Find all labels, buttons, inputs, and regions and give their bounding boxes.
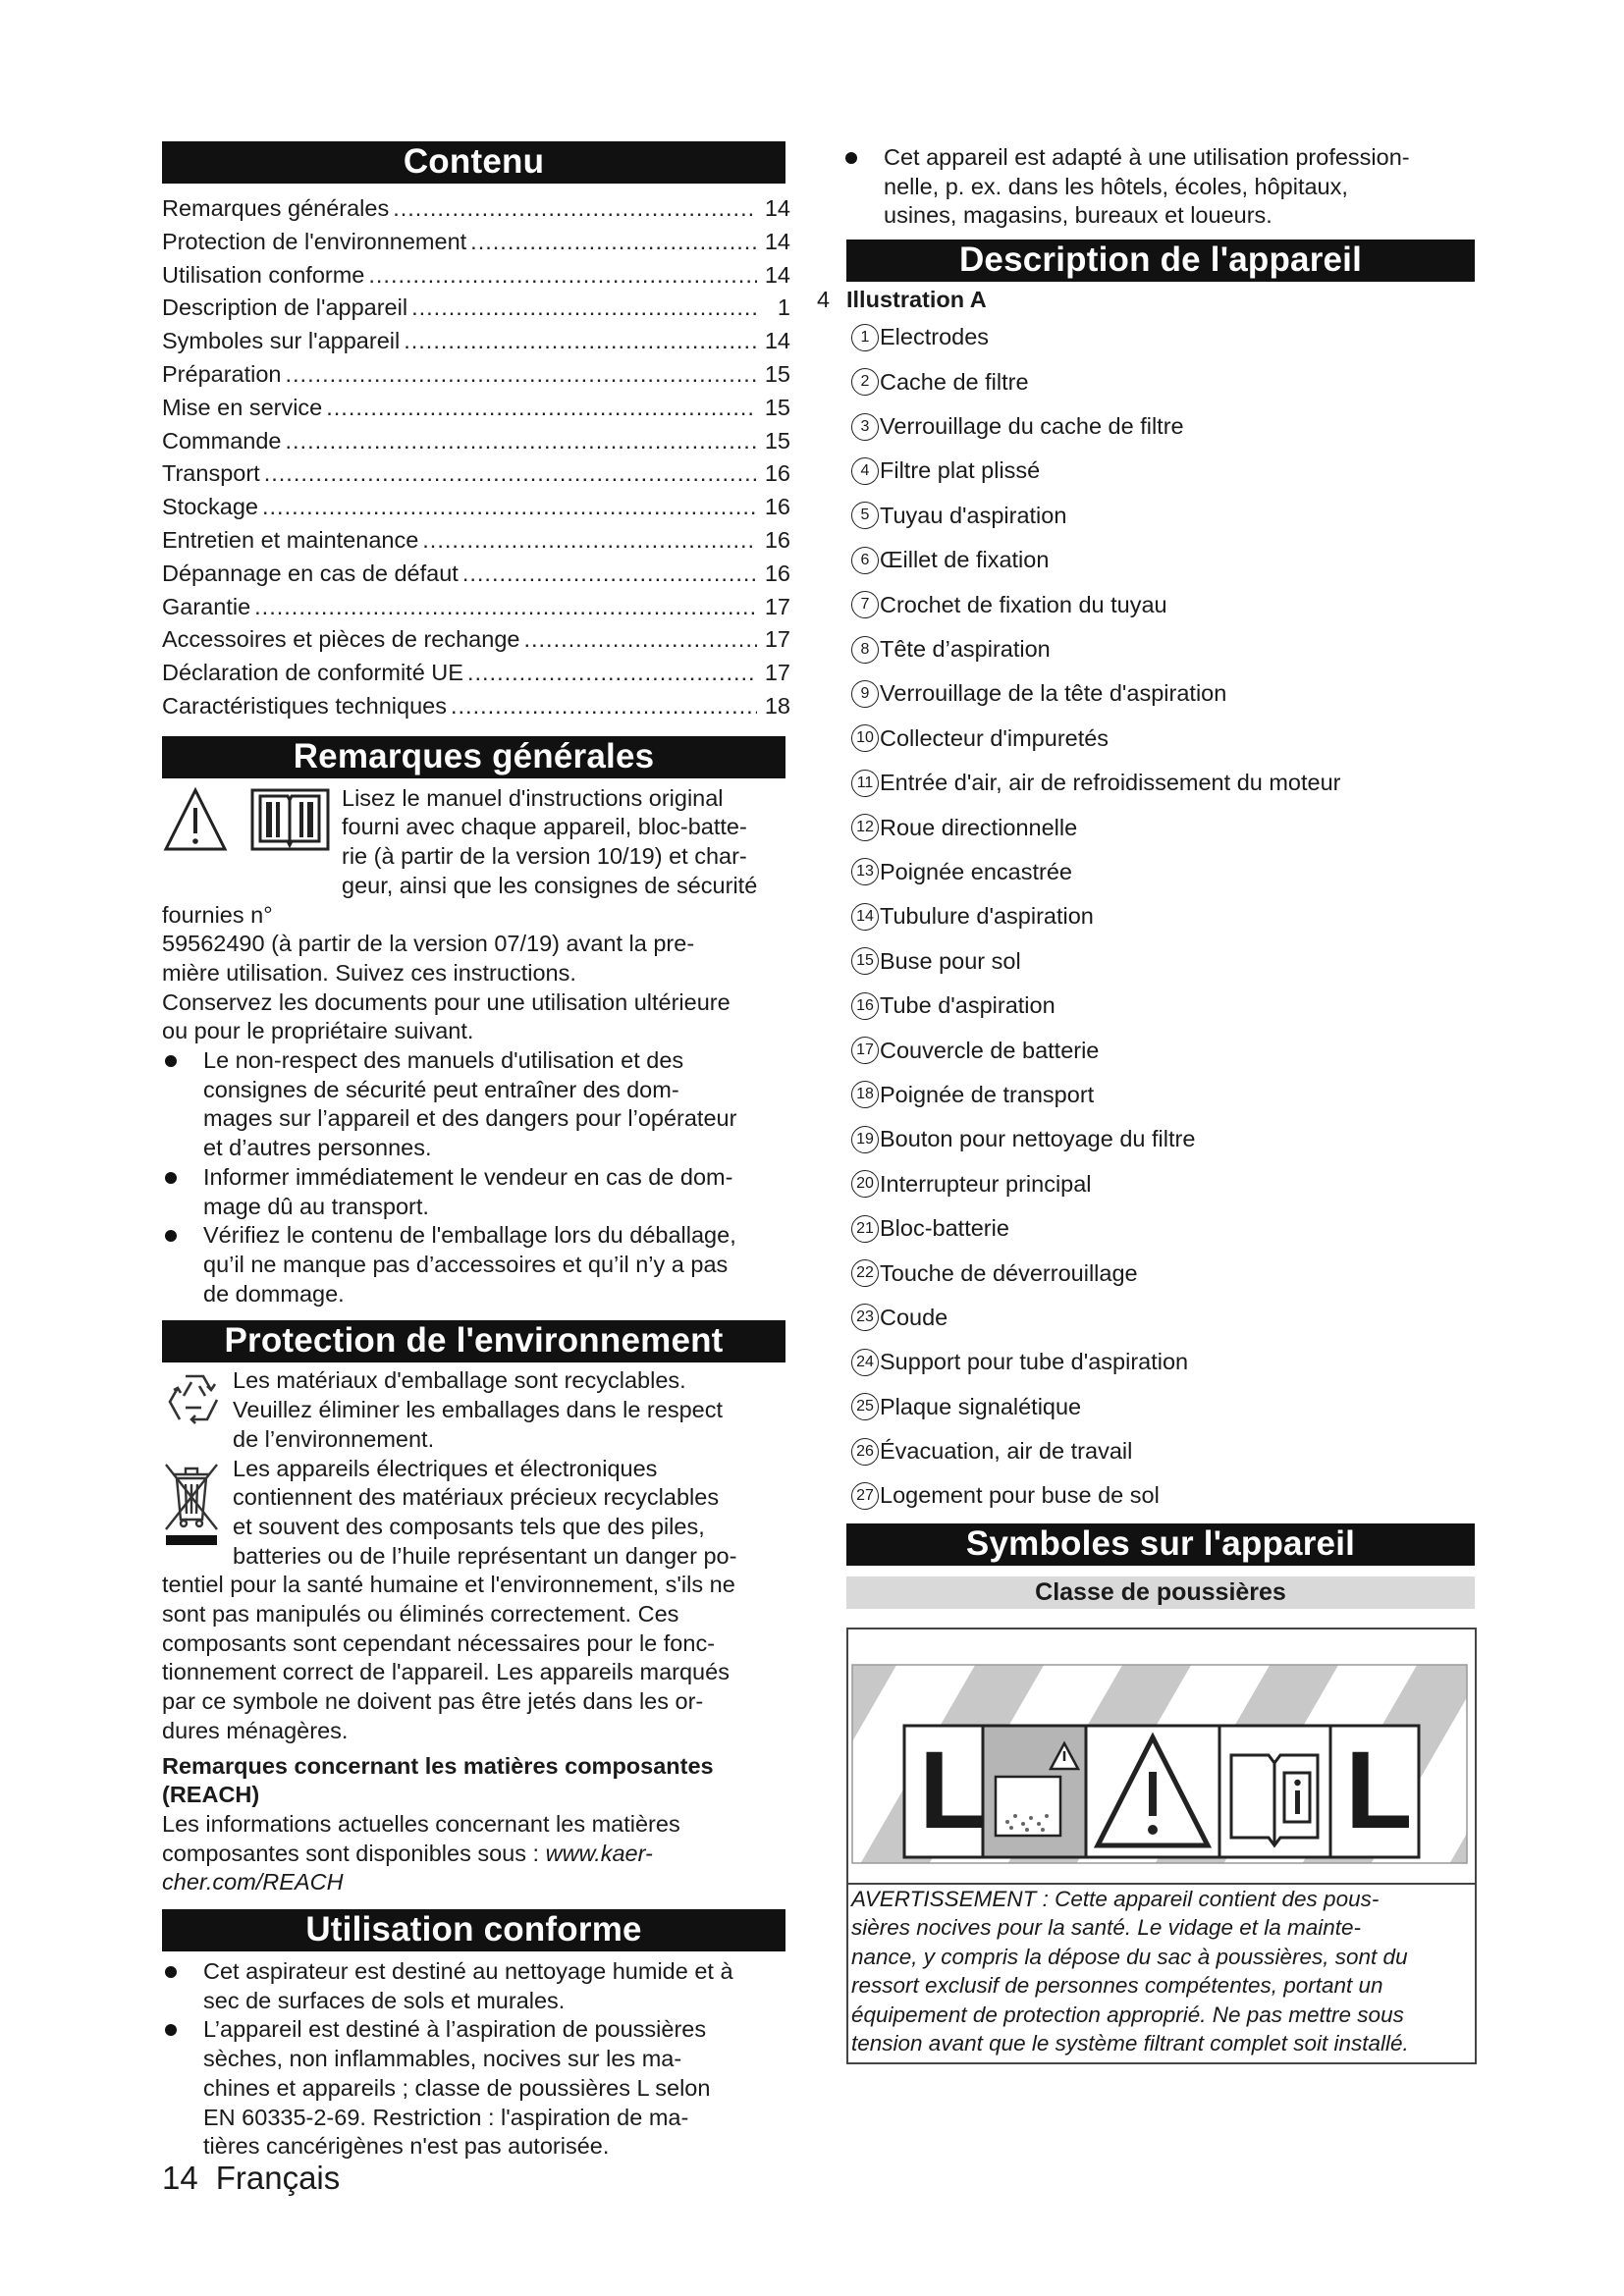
part-number-badge: 16 bbox=[851, 992, 879, 1020]
toc-entry-page: 17 bbox=[764, 660, 790, 686]
intended-use-bullets bbox=[162, 1957, 805, 2162]
right-column bbox=[817, 141, 1475, 2064]
part-number-badge: 23 bbox=[851, 1304, 879, 1331]
toc-leader bbox=[254, 591, 757, 624]
part-number-badge: 18 bbox=[851, 1081, 879, 1108]
safety-icons bbox=[162, 784, 342, 873]
part-label: Bloc-batterie bbox=[880, 1215, 1009, 1242]
toc-entry[interactable] bbox=[162, 457, 790, 491]
page-number: 14 bbox=[162, 2160, 198, 2196]
list-item: Le non-respect des manuels d'utilisation et des consignes de sécurité peut entraîner des dom- mages sur l’appareil et des dangers pour l’opérateur et d’autres personnes. bbox=[162, 1046, 805, 1163]
part-item bbox=[851, 850, 1475, 894]
part-item bbox=[851, 494, 1475, 538]
list-item: Informer immédiatement le vendeur en cas de dom- mage dû au transport. bbox=[162, 1163, 805, 1221]
recycling-icon bbox=[162, 1368, 227, 1429]
part-item bbox=[851, 717, 1475, 761]
part-number-badge: 15 bbox=[851, 947, 879, 975]
parts-list bbox=[851, 315, 1475, 1519]
toc-leader bbox=[451, 690, 757, 723]
part-number-badge: 8 bbox=[851, 636, 879, 664]
toc-entry[interactable] bbox=[162, 623, 790, 657]
part-number-badge: 10 bbox=[851, 724, 879, 752]
reach-link-continued[interactable]: cher.com/REACH bbox=[162, 1869, 344, 1896]
footer-language: Français bbox=[215, 2160, 341, 2196]
symbols-heading: Symboles sur l'appareil bbox=[846, 1523, 1475, 1566]
toc-entry[interactable] bbox=[162, 226, 790, 259]
toc-leader bbox=[467, 657, 757, 690]
part-number-badge: 14 bbox=[851, 903, 879, 931]
toc-leader bbox=[326, 392, 757, 425]
toc-entry-page: 14 bbox=[764, 328, 790, 354]
toc-entry-label: Dépannage en cas de défaut bbox=[162, 560, 459, 586]
part-number-badge: 19 bbox=[851, 1126, 879, 1153]
toc-entry-label: Caractéristiques techniques bbox=[162, 692, 447, 719]
toc-entry-label: Symboles sur l'appareil bbox=[162, 328, 401, 354]
part-label: Poignée de transport bbox=[880, 1081, 1095, 1107]
toc-entry[interactable] bbox=[162, 259, 790, 293]
toc-leader bbox=[286, 358, 758, 392]
part-label: Roue directionnelle bbox=[880, 814, 1078, 840]
part-number-badge: 5 bbox=[851, 502, 879, 529]
intended-use-heading: Utilisation conforme bbox=[162, 1909, 785, 1951]
toc-leader bbox=[411, 292, 757, 325]
part-label: Plaque signalétique bbox=[880, 1393, 1082, 1419]
part-item bbox=[851, 538, 1475, 582]
toc-entry[interactable] bbox=[162, 192, 790, 226]
toc-entry-page: 14 bbox=[764, 261, 790, 288]
toc-entry-page: 18 bbox=[764, 692, 790, 719]
part-number-badge: 4 bbox=[851, 457, 879, 485]
list-item: Cet aspirateur est destiné au nettoyage humide et à sec de surfaces de sols et murales. bbox=[162, 1957, 805, 2015]
manual-book-icon bbox=[248, 784, 332, 855]
part-label: Œillet de fixation bbox=[880, 547, 1050, 573]
dust-class-letter-right: L bbox=[1345, 1728, 1413, 1851]
environment-body bbox=[162, 1366, 805, 1897]
dust-class-label bbox=[846, 1628, 1477, 2064]
part-item bbox=[851, 1296, 1475, 1340]
part-label: Filtre plat plissé bbox=[880, 457, 1041, 484]
toc-heading: Contenu bbox=[162, 141, 785, 184]
dust-class-heading: Classe de poussières bbox=[846, 1576, 1475, 1609]
toc-entry[interactable] bbox=[162, 392, 790, 425]
toc-entry[interactable] bbox=[162, 690, 790, 723]
toc-leader bbox=[285, 425, 757, 458]
reach-link[interactable]: www.kaer- bbox=[545, 1840, 653, 1866]
part-number-badge: 1 bbox=[851, 324, 879, 351]
toc-entry[interactable] bbox=[162, 591, 790, 624]
part-item bbox=[851, 627, 1475, 671]
toc-entry-page: 17 bbox=[764, 593, 790, 619]
margin-mark: 4 bbox=[817, 287, 831, 313]
toc-entry-page: 15 bbox=[764, 360, 790, 387]
part-number-badge: 27 bbox=[851, 1482, 879, 1510]
part-number-badge: 20 bbox=[851, 1170, 879, 1198]
toc-entry-page: 15 bbox=[764, 427, 790, 454]
part-item bbox=[851, 1117, 1475, 1161]
toc-entry-page: 14 bbox=[764, 195, 790, 221]
toc-entry[interactable] bbox=[162, 358, 790, 392]
toc-leader bbox=[264, 457, 757, 491]
toc-leader bbox=[262, 491, 757, 524]
toc-entry-label: Préparation bbox=[162, 360, 282, 387]
crossed-bin-icon bbox=[162, 1457, 221, 1547]
toc-entry-page: 16 bbox=[764, 526, 790, 553]
part-label: Tête d’aspiration bbox=[880, 636, 1051, 663]
toc-entry-page: 14 bbox=[764, 228, 790, 254]
part-item bbox=[851, 1429, 1475, 1473]
intended-use-continued bbox=[842, 143, 1475, 231]
toc-entry[interactable] bbox=[162, 325, 790, 358]
general-intro-text: Lisez le manuel d'instructions original fourni avec chaque appareil, bloc-batte- rie (à partir de la version 10/19) et char- geur, ainsi que les consignes de sécurité fournies n° 59562490 (à partir de la version 07/19) avant la pre- mière utilisation. Suivez ces instructions. Conservez les documents pour une utilisation ultérieure ou pour le propriétaire suivant. bbox=[162, 784, 758, 1044]
part-number-badge: 22 bbox=[851, 1259, 879, 1287]
toc-entry-label: Déclaration de conformité UE bbox=[162, 660, 463, 686]
toc-entry-label: Protection de l'environnement bbox=[162, 228, 467, 254]
part-number-badge: 26 bbox=[851, 1438, 879, 1466]
toc-leader bbox=[368, 259, 757, 293]
part-label: Verrouillage de la tête d'aspiration bbox=[880, 680, 1227, 707]
recycling-block: Les matériaux d'emballage sont recyclables. Veuillez éliminer les emballages dans le respect de l’environnement. bbox=[162, 1366, 805, 1454]
part-label: Collecteur d'impuretés bbox=[880, 724, 1110, 751]
part-label: Tube d'aspiration bbox=[880, 992, 1056, 1019]
reach-heading: Remarques concernant les matières composantes (REACH) bbox=[162, 1752, 714, 1808]
weee-block: Les appareils électriques et électroniques contiennent des matériaux précieux recyclables et souvent des composants tels que des piles, batteries ou de l’huile représentant un danger po- tentiel pour la santé humaine et l'environnement, s'ils ne sont pas manipulés ou éliminés correctement. Ces composants sont cependant nécessaires pour le fonc- tionnement correct de l'appareil. Les appareils marqués par ce symbole ne doivent pas être jetés dans les or- dures ménagères. bbox=[162, 1455, 737, 1743]
toc-entry-label: Remarques générales bbox=[162, 195, 390, 221]
general-remarks-body bbox=[162, 784, 805, 1309]
part-item bbox=[851, 984, 1475, 1028]
toc-entry[interactable] bbox=[162, 558, 790, 591]
part-item bbox=[851, 1206, 1475, 1251]
toc-leader bbox=[422, 524, 757, 558]
toc-entry-page: 17 bbox=[764, 626, 790, 653]
toc-entry-page: 15 bbox=[764, 394, 790, 420]
toc-entry[interactable] bbox=[162, 425, 790, 458]
part-label: Electrodes bbox=[880, 324, 990, 350]
page-footer bbox=[162, 2160, 357, 2197]
part-label: Touche de déverrouillage bbox=[880, 1259, 1138, 1286]
toc-leader bbox=[393, 192, 757, 226]
part-item bbox=[851, 1073, 1475, 1117]
part-item bbox=[851, 1251, 1475, 1295]
part-label: Logement pour buse de sol bbox=[880, 1482, 1160, 1509]
toc-entry[interactable] bbox=[162, 524, 790, 558]
part-label: Buse pour sol bbox=[880, 947, 1021, 974]
toc-entry[interactable] bbox=[162, 657, 790, 690]
part-label: Crochet de fixation du tuyau bbox=[880, 591, 1167, 617]
part-item bbox=[851, 1028, 1475, 1072]
general-remarks-heading: Remarques générales bbox=[162, 736, 785, 778]
toc-entry-label: Description de l'appareil bbox=[162, 294, 408, 321]
part-item bbox=[851, 582, 1475, 626]
part-item bbox=[851, 761, 1475, 805]
part-item bbox=[851, 805, 1475, 849]
part-label: Couvercle de batterie bbox=[880, 1037, 1100, 1063]
part-number-badge: 7 bbox=[851, 591, 879, 618]
toc-entry-label: Garantie bbox=[162, 593, 251, 619]
part-item bbox=[851, 671, 1475, 716]
list-item: Vérifiez le contenu de l'emballage lors du déballage, qu’il ne manque pas d’accessoires et qu’il n’y a pas de dommage. bbox=[162, 1221, 805, 1308]
dust-class-letter-left: L bbox=[919, 1728, 987, 1851]
list-item: L’appareil est destiné à l’aspiration de poussières sèches, non inflammables, nocives sur les ma- chines et appareils ; classe de poussières L selon EN 60335-2-69. Restriction : l'aspiration de ma- tières cancérigènes n'est pas autorisée. bbox=[162, 2015, 805, 2162]
part-item bbox=[851, 1340, 1475, 1384]
part-item bbox=[851, 404, 1475, 449]
part-item bbox=[851, 449, 1475, 493]
part-label: Entrée d'air, air de refroidissement du moteur bbox=[880, 770, 1341, 796]
environment-heading: Protection de l'environnement bbox=[162, 1320, 785, 1362]
part-item bbox=[851, 1473, 1475, 1518]
part-number-badge: 11 bbox=[851, 770, 879, 797]
part-number-badge: 12 bbox=[851, 814, 879, 841]
toc-entry-label: Accessoires et pièces de rechange bbox=[162, 626, 520, 653]
part-item bbox=[851, 894, 1475, 938]
toc-leader bbox=[470, 226, 757, 259]
part-item bbox=[851, 1384, 1475, 1428]
part-label: Cache de filtre bbox=[880, 368, 1029, 395]
toc-entry-page: 16 bbox=[764, 560, 790, 586]
part-label: Bouton pour nettoyage du filtre bbox=[880, 1126, 1196, 1152]
table-of-contents bbox=[162, 192, 790, 723]
toc-entry-label: Transport bbox=[162, 460, 260, 487]
part-number-badge: 2 bbox=[851, 368, 879, 396]
reach-block: Remarques concernant les matières composantes (REACH) Les informations actuelles concernant les matières composantes sont disponibles sous : www.kaer- cher.com/REACH bbox=[162, 1752, 805, 1898]
part-number-badge: 21 bbox=[851, 1215, 879, 1243]
part-label: Tuyau d'aspiration bbox=[880, 502, 1067, 528]
toc-entry-label: Utilisation conforme bbox=[162, 261, 365, 288]
illustration-label: Illustration A bbox=[846, 287, 987, 313]
toc-leader bbox=[523, 623, 757, 657]
part-label: Support pour tube d'aspiration bbox=[880, 1349, 1189, 1375]
part-label: Coude bbox=[880, 1304, 948, 1330]
part-number-badge: 17 bbox=[851, 1037, 879, 1064]
toc-entry[interactable] bbox=[162, 491, 790, 524]
part-item bbox=[851, 360, 1475, 404]
part-label: Tubulure d'aspiration bbox=[880, 903, 1094, 930]
left-column bbox=[162, 141, 805, 2162]
part-number-badge: 25 bbox=[851, 1393, 879, 1420]
toc-entry[interactable] bbox=[162, 292, 790, 325]
part-item bbox=[851, 315, 1475, 359]
part-label: Interrupteur principal bbox=[880, 1170, 1092, 1197]
part-label: Verrouillage du cache de filtre bbox=[880, 413, 1184, 440]
toc-entry-label: Entretien et maintenance bbox=[162, 526, 419, 553]
illustration-block bbox=[817, 285, 1475, 1519]
part-number-badge: 24 bbox=[851, 1349, 879, 1376]
part-item bbox=[851, 939, 1475, 984]
part-number-badge: 3 bbox=[851, 413, 879, 441]
toc-leader bbox=[404, 325, 757, 358]
part-number-badge: 13 bbox=[851, 858, 879, 885]
toc-leader bbox=[462, 558, 757, 591]
toc-entry-page: 16 bbox=[764, 460, 790, 487]
toc-entry-label: Commande bbox=[162, 427, 282, 454]
part-label: Poignée encastrée bbox=[880, 858, 1072, 884]
dust-warning-text: AVERTISSEMENT : Cette appareil contient des pous- sières nocives pour la santé. Le vidage et la mainte- nance, y compris la dépose du sac à poussières, sont du ressort exclusif de personnes compétentes, portant un équipement de protection approprié. Ne pas mettre sous tension avant que le système filtrant complet soit installé. bbox=[848, 1883, 1475, 2062]
dust-class-sticker bbox=[848, 1629, 1475, 1883]
toc-entry-label: Mise en service bbox=[162, 394, 323, 420]
toc-entry-page: 1 bbox=[777, 294, 790, 321]
part-number-badge: 9 bbox=[851, 680, 879, 708]
list-item: Cet appareil est adapté à une utilisation profession- nelle, p. ex. dans les hôtels, écoles, hôpitaux, usines, magasins, bureaux et loueurs. bbox=[842, 143, 1475, 231]
part-label: Évacuation, air de travail bbox=[880, 1438, 1133, 1465]
part-item bbox=[851, 1162, 1475, 1206]
general-bullets bbox=[162, 1046, 805, 1308]
toc-entry-page: 16 bbox=[764, 494, 790, 520]
description-heading: Description de l'appareil bbox=[846, 240, 1475, 282]
part-number-badge: 6 bbox=[851, 547, 879, 574]
toc-entry-label: Stockage bbox=[162, 494, 258, 520]
